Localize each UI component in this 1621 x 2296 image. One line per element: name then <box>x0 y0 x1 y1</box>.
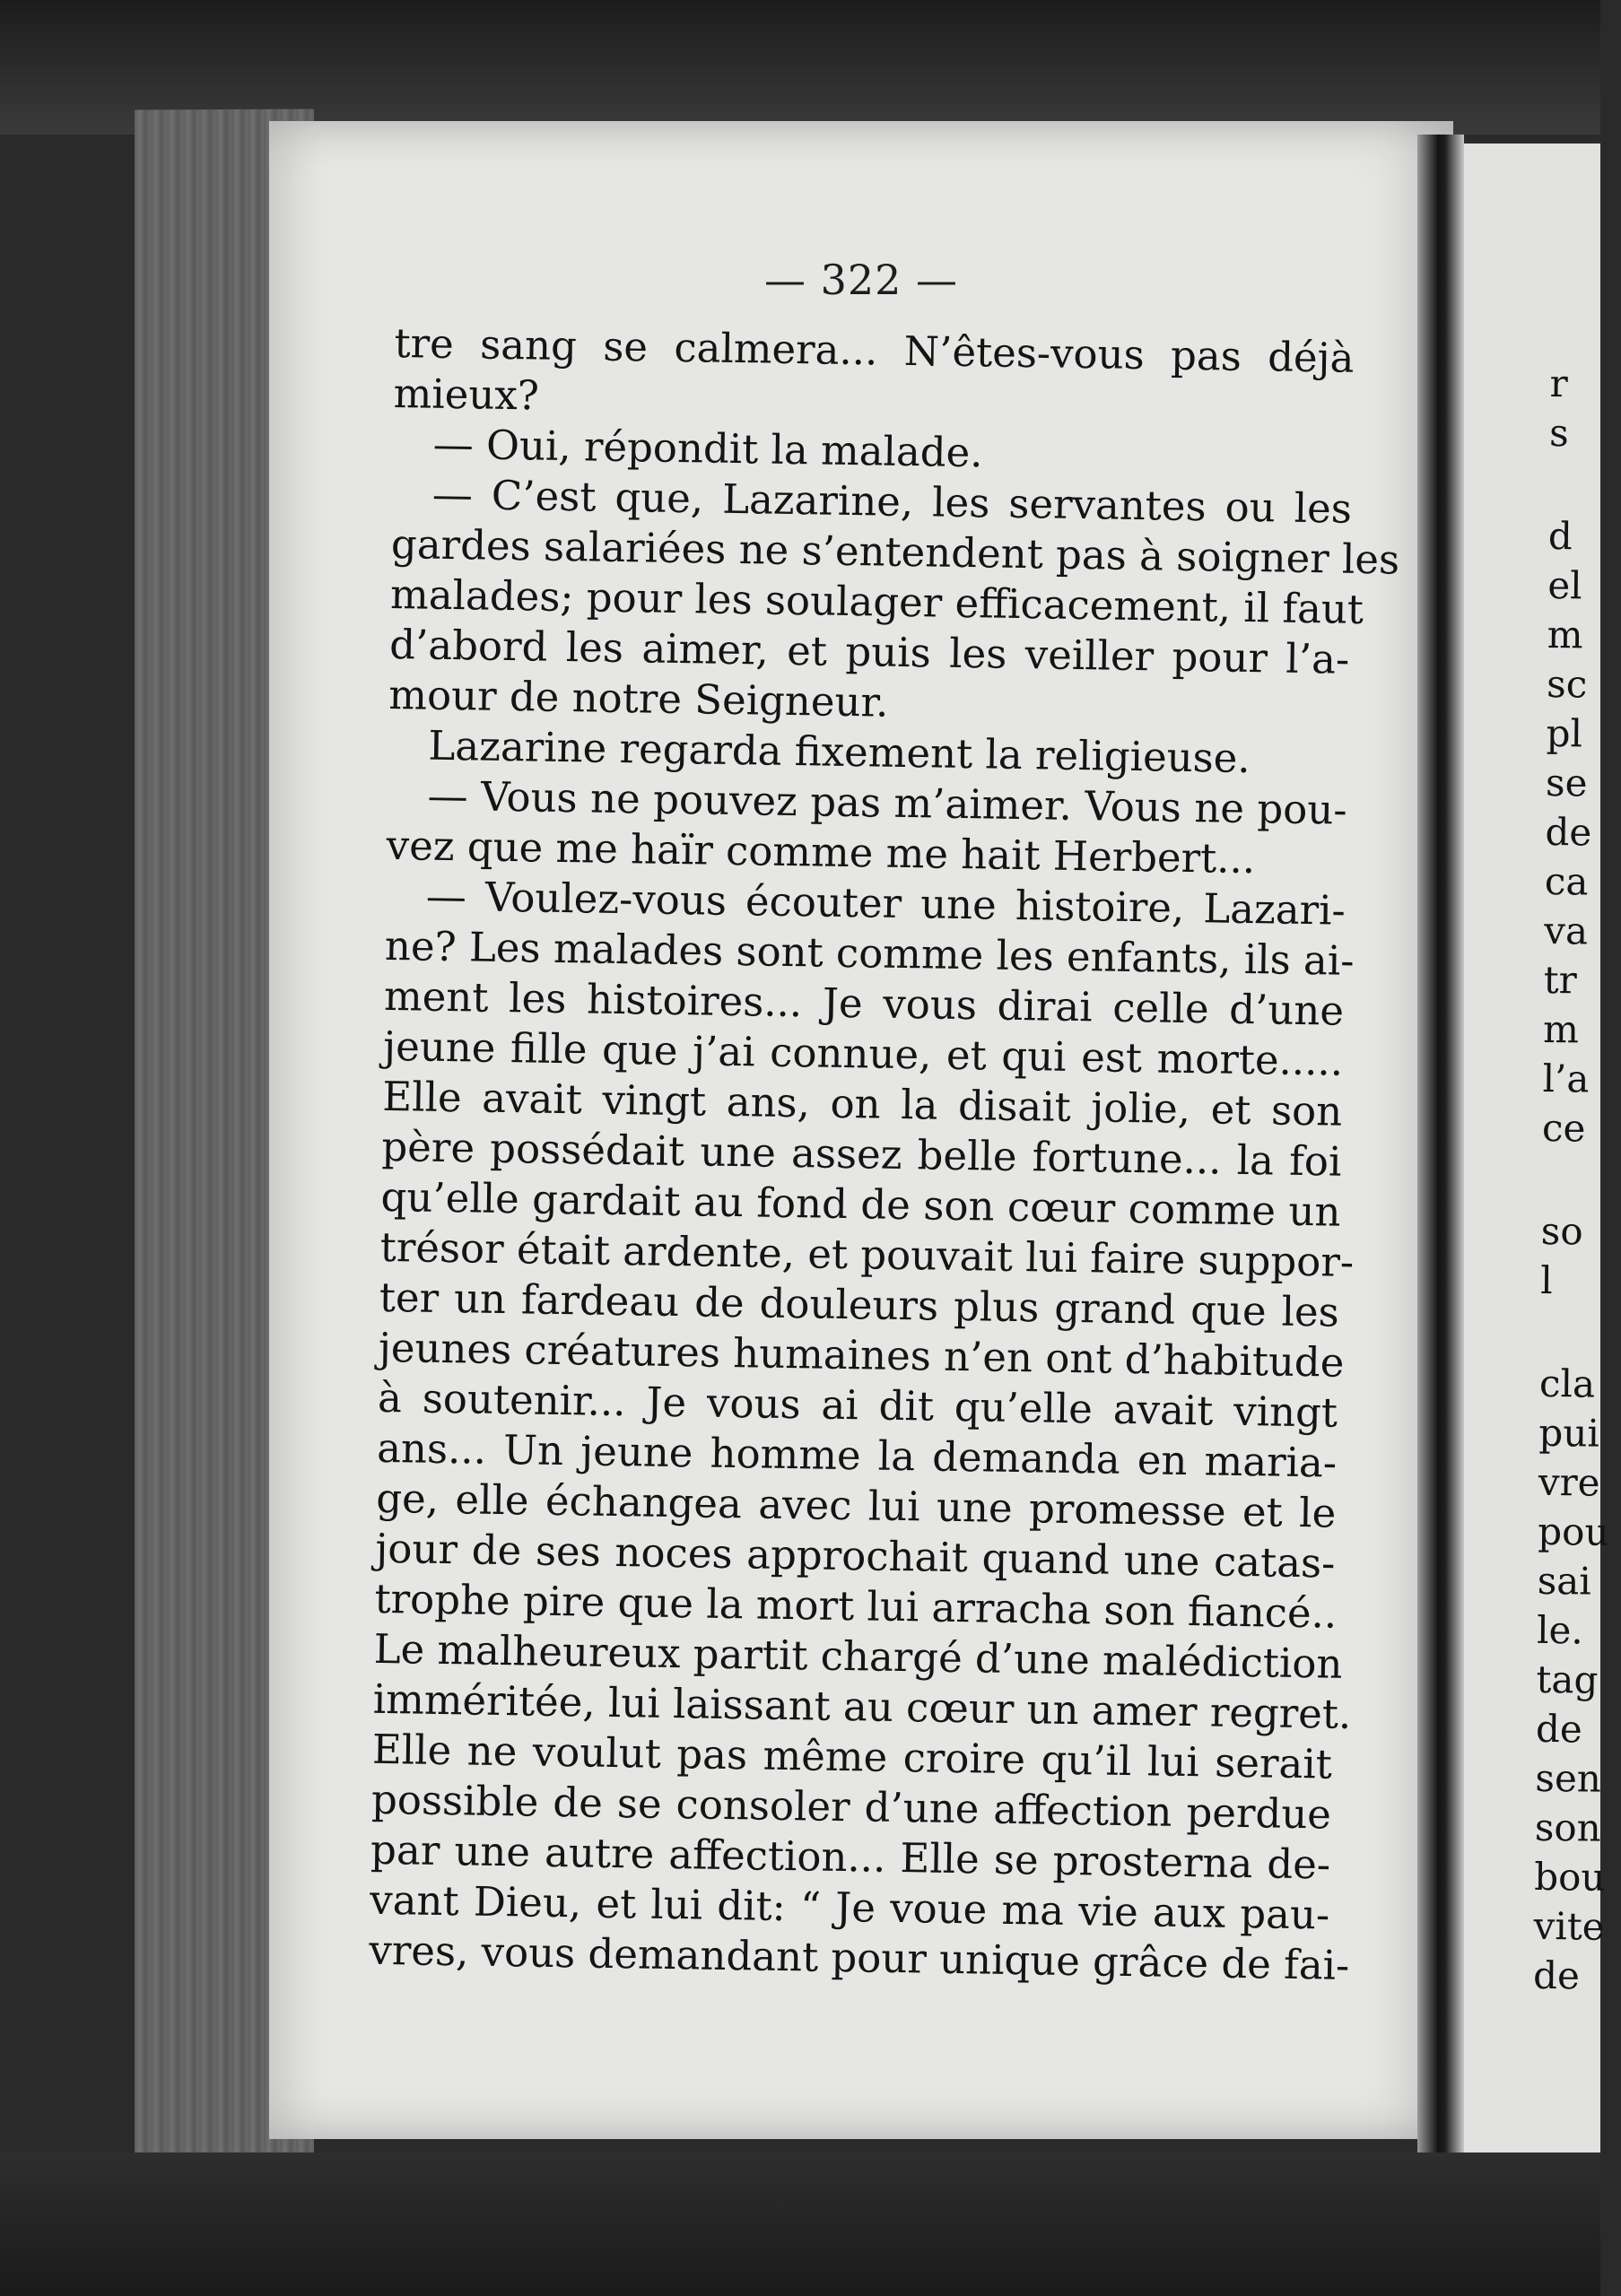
text-line: gardes salariées ne s’entendent pas à soigner les <box>390 519 1400 584</box>
text-line: Elle avait vingt ans, on la disait jolie, et son <box>381 1072 1343 1135</box>
text-line: ter un fardeau de douleurs plus grand que les <box>379 1273 1340 1336</box>
text-line: — Oui, répondit la malade. <box>432 420 983 477</box>
text-line: malades; pour les soulager efficacement, il faut <box>389 570 1364 634</box>
text-fragment: sen <box>1535 1755 1602 1801</box>
text-fragment: bou <box>1534 1854 1606 1900</box>
text-line: à soutenir... Je vous ai dit qu’elle avait vingt <box>377 1373 1338 1437</box>
text-line: imméritée, lui laissant au cœur un amer regret. <box>372 1674 1352 1738</box>
left-page-text <box>369 318 1400 1991</box>
text-fragment: el <box>1547 562 1582 608</box>
text-fragment: de <box>1535 1706 1583 1752</box>
text-line: Le malheureux partit chargé d’une malédiction <box>373 1624 1343 1688</box>
text-fragment: tr <box>1543 957 1577 1003</box>
text-fragment: sai <box>1537 1558 1592 1604</box>
text-line: trésor était ardente, et pouvait lui faire suppor- <box>379 1222 1355 1286</box>
book-gutter <box>1417 135 1464 2161</box>
text-fragment: l’a <box>1542 1056 1590 1101</box>
text-fragment: m <box>1547 612 1583 657</box>
text-fragment: pl <box>1546 710 1583 756</box>
text-line: ge, elle échangea avec lui une promesse et le <box>375 1474 1337 1537</box>
text-line: jeune fille que j’ai connue, et qui est morte..... <box>382 1022 1344 1085</box>
text-line: mour de notre Seigneur. <box>388 670 889 726</box>
text-fragment: l <box>1539 1257 1553 1303</box>
text-fragment: vre <box>1538 1459 1600 1505</box>
text-line: jeunes créatures humaines n’en ont d’habitude <box>378 1323 1345 1387</box>
text-line: Lazarine regarda fixement la religieuse. <box>428 721 1251 783</box>
text-fragment: ce <box>1541 1105 1586 1151</box>
text-fragment: d <box>1547 513 1573 559</box>
text-line: ment les histoires... Je vous dirai celle d’une <box>383 971 1345 1035</box>
film-border-bottom <box>0 2152 1600 2296</box>
text-line: vez que me haïr comme me hait Herbert... <box>386 821 1256 883</box>
text-fragment: vite <box>1533 1903 1605 1949</box>
text-line: — Vous ne pouvez pas m’aimer. Vous ne pou- <box>427 771 1347 834</box>
text-line: ne? Les malades sont comme les enfants, ils ai- <box>384 921 1355 985</box>
text-line: d’abord les aimer, et puis les veiller pour l’a- <box>388 620 1350 683</box>
text-line: jour de ses noces approchait quand une catas- <box>375 1524 1336 1587</box>
text-fragment: pui <box>1538 1410 1600 1456</box>
text-line: — C’est que, Lazarine, les servantes ou les <box>431 470 1353 533</box>
text-line: possible de se consoler d’une affection perdue <box>370 1775 1332 1839</box>
text-line: mieux? <box>393 369 540 420</box>
text-line: tre sang se calmera... N’êtes-vous pas déjà <box>394 318 1355 382</box>
text-line: vres, vous demandant pour unique grâce de fai- <box>369 1926 1350 1989</box>
text-line: par une autre affection... Elle se prosterna de- <box>370 1825 1331 1889</box>
text-line: Elle ne voulut pas même croire qu’il lui serait <box>371 1725 1333 1788</box>
text-line: qu’elle gardait au fond de son cœur comme un <box>380 1172 1341 1236</box>
text-fragment: r <box>1549 361 1569 406</box>
text-fragment: tag <box>1536 1657 1599 1702</box>
text-fragment: so <box>1540 1208 1583 1254</box>
text-fragment: va <box>1544 908 1589 953</box>
text-fragment: cla <box>1538 1361 1596 1406</box>
text-fragment: sc <box>1546 661 1588 707</box>
text-line: père possédait une assez belle fortune... la foi <box>381 1122 1342 1186</box>
text-fragment: de <box>1545 809 1592 855</box>
text-fragment: son <box>1534 1805 1601 1850</box>
text-line: vant Dieu, et lui dit: “ Je voue ma vie aux pau- <box>369 1875 1330 1939</box>
text-fragment: s <box>1548 410 1569 456</box>
text-fragment: de <box>1532 1952 1581 1998</box>
text-fragment: le. <box>1536 1607 1584 1653</box>
text-line: — Voulez-vous écouter une histoire, Lazari- <box>425 872 1346 935</box>
text-line: trophe pire que la mort lui arracha son fiancé.. <box>374 1574 1338 1638</box>
text-fragment: ca <box>1544 858 1589 904</box>
text-fragment: se <box>1545 760 1588 805</box>
text-fragment: pou <box>1538 1509 1609 1554</box>
text-line: ans... Un jeune homme la demanda en maria- <box>376 1423 1338 1487</box>
page-number: — 322 — <box>763 256 959 304</box>
text-fragment: m <box>1542 1006 1580 1052</box>
